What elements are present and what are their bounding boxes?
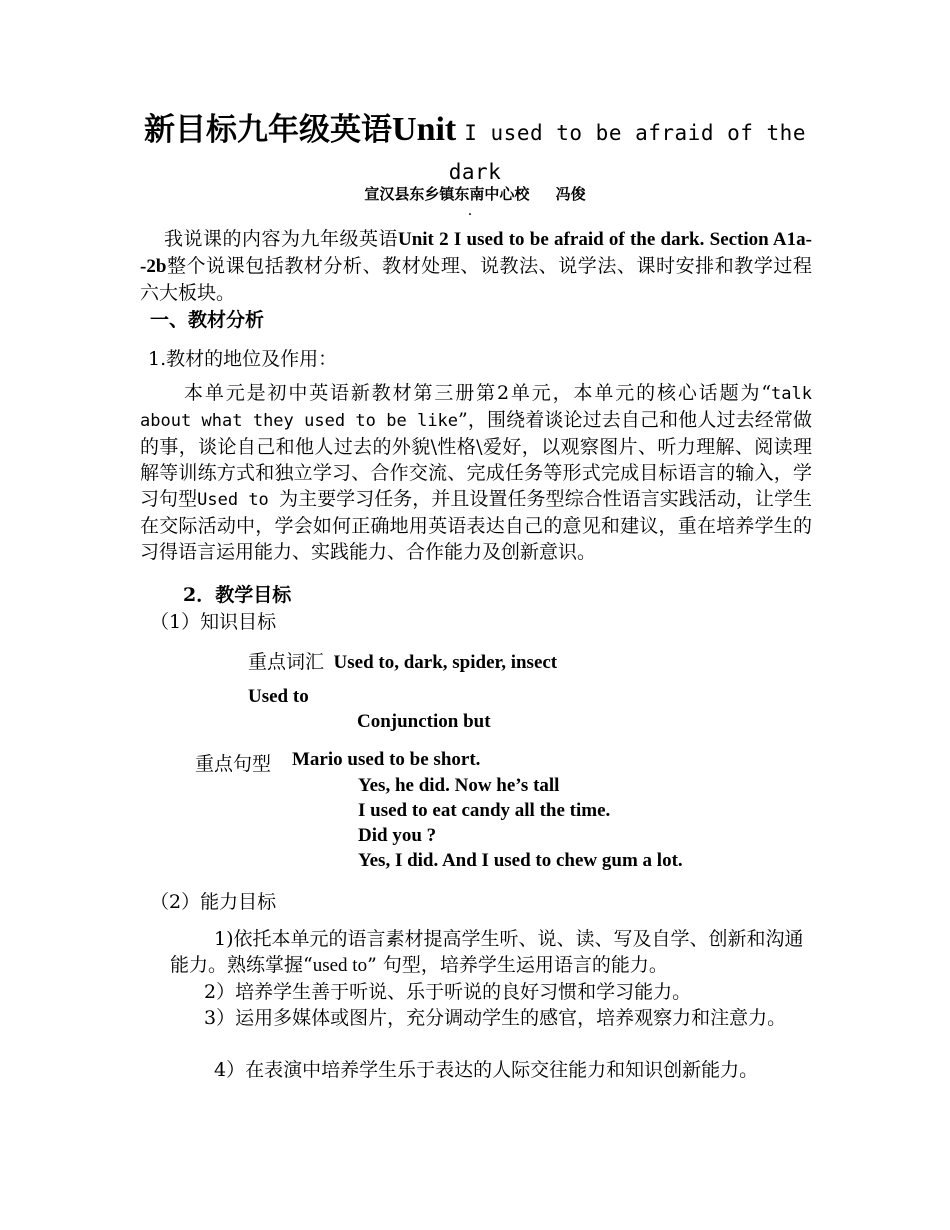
sentence-line: I used to eat candy all the time. <box>358 800 611 821</box>
title-english: I used to be afraid of the dark <box>448 121 806 184</box>
separator-dot: . <box>468 202 472 219</box>
vocab-value: Used to, dark, spider, insect <box>333 652 558 673</box>
para-text-3: 为主要学习任务，并且设置任务型综合性语言实践活动，让学生在交际活动中，学会如何正确地用英语表达自己的意见和建议，重在培养学生的习得语言运用能力、实践能力、合作能力及创新意识。 <box>140 488 812 563</box>
author-school: 宣汉县东乡镇东南中心校 <box>364 185 530 203</box>
author-line <box>140 183 810 204</box>
ability-item-1-used-to: used to <box>312 955 368 976</box>
author-name: 冯俊 <box>555 185 586 203</box>
status-paragraph <box>140 380 812 565</box>
intro-text-1: 我说课的内容为九年级英语 <box>164 228 398 250</box>
document-title <box>140 112 810 193</box>
ability-item-4: 4）在表演中培养学生乐于表达的人际交往能力和知识创新能力。 <box>214 1059 759 1081</box>
vocab-line <box>248 647 557 674</box>
para-text-1: 本单元是初中英语新教材第三册第2单元，本单元的核心话题为“ <box>184 382 772 404</box>
sentence-line: Yes, he did. Now he’s tall <box>358 775 560 796</box>
para-mono-2: Used to <box>197 490 280 510</box>
sentence-line: Yes, I did. And I used to chew gum a lot. <box>358 850 683 871</box>
ability-item-2: 2）培养学生善于听说、乐于听说的良好习惯和学习能力。 <box>204 981 692 1003</box>
ability-item-1-text-a: 1)依托本单元的语言素材提高学生听、说、读、写及自学、创新和沟通能力。熟练掌握“ <box>170 928 804 976</box>
para-text-2: ”，围绕着谈论过去自己和他人过去经常做的事，谈论自己和他人过去的外貌\性格\爱好，以观察图片、听力理解、阅读理解等训练方式和独立学习、合作交流、完成任务等形式完成目标语言的输入，学习句型 <box>140 409 812 510</box>
intro-bold: Unit 2 I used to be afraid of the dark. Section A1a--2b <box>140 229 812 277</box>
intro-text-2: 整个说课包括教材分析、教材处理、说教法、说学法、课时安排和教学过程六大板块。 <box>140 255 812 304</box>
used-to-line: Used to <box>248 686 309 707</box>
ability-item-3: 3）运用多媒体或图片，充分调动学生的感官，培养观察力和注意力。 <box>204 1007 787 1029</box>
sentence-label: 重点句型 <box>195 753 272 775</box>
ability-item-1-text-c: ” 句型，培养学生运用语言的能力。 <box>367 954 668 976</box>
vocab-label: 重点词汇 <box>248 651 325 673</box>
knowledge-heading: （1）知识目标 <box>150 611 277 633</box>
sentence-list <box>358 773 683 873</box>
subsection-heading-2: 2．教学目标 <box>183 584 292 606</box>
title-chinese: 新目标九年级英语 <box>144 112 393 148</box>
conjunction-line: Conjunction but <box>357 711 491 732</box>
ability-heading: （2）能力目标 <box>150 891 277 913</box>
sentence-line: Did you ? <box>358 825 437 846</box>
sentence-line: Mario used to be short. <box>292 749 481 770</box>
ability-item-1 <box>170 926 815 979</box>
intro-paragraph <box>140 226 812 306</box>
subsection-heading-1: 1.教材的地位及作用： <box>148 348 338 370</box>
section-heading-1: 一、教材分析 <box>150 309 265 331</box>
para-mono-1: talk about what they used to be like <box>140 384 812 431</box>
title-unit: Unit <box>392 111 457 148</box>
